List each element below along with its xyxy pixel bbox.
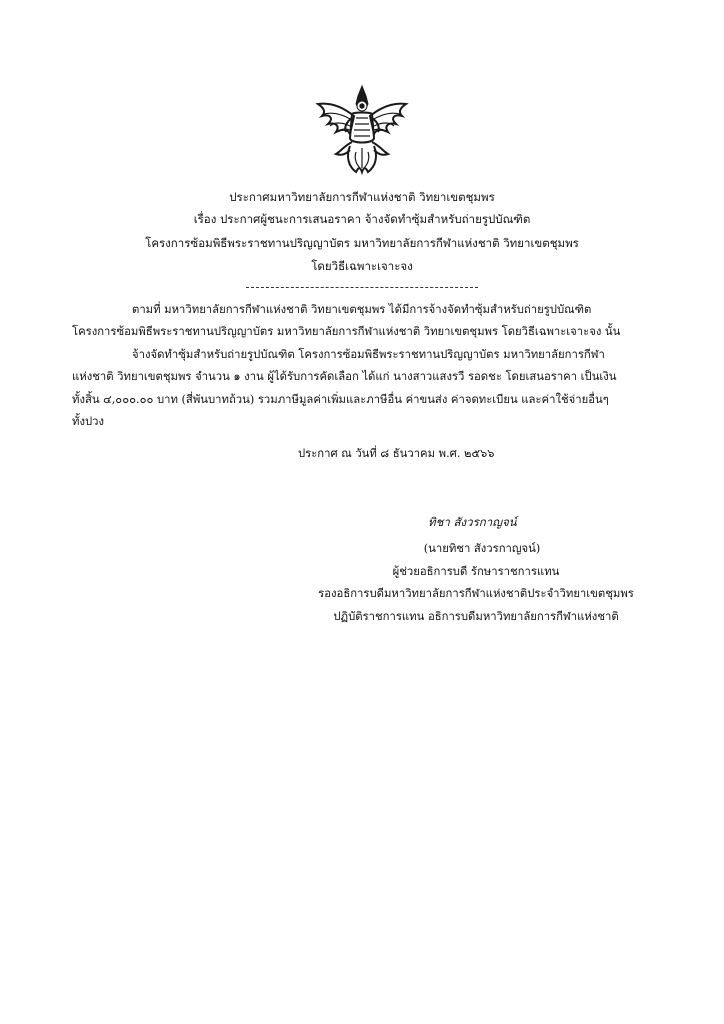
project-name: โครงการซ้อมพิธีพระราชทานปริญญาบัตร มหาวิทยาลัยการกีฬาแห่งชาติ วิทยาเขตชุมพร [145, 236, 579, 250]
announcement-date: ประกาศ ณ วันที่ ๘ ธันวาคม พ.ศ. ๒๕๖๖ [298, 447, 495, 460]
body-paragraph-2-line-2: แห่งชาติ วิทยาเขตชุมพร จำนวน ๑ งาน ผู้ได้รับการคัดเลือก ได้แก่ นางสาวแสงรวี รอดชะ โดยเสนอราคา เป็นเงิน [72, 370, 617, 383]
signatory-position-3: ปฏิบัติราชการแทน อธิการบดีมหาวิทยาลัยการกีฬาแห่งชาติ [333, 610, 619, 623]
procurement-method: โดยวิธีเฉพาะเจาะจง [311, 259, 413, 273]
signatory-position-2: รองอธิการบดีมหาวิทยาลัยการกีฬาแห่งชาติประจำวิทยาเขตชุมพร [318, 587, 634, 600]
handwritten-signature: ทิชา สังวรกาญจน์ [428, 515, 517, 529]
garuda-emblem-icon [306, 82, 418, 182]
body-paragraph-2-line-4: ทั้งปวง [72, 415, 104, 428]
header-divider [246, 287, 478, 288]
body-paragraph-2-line-3: ทั้งสิ้น ๔,๐๐๐.๐๐ บาท (สี่พันบาทถ้วน) รวมภาษีมูลค่าเพิ่มและภาษีอื่น ค่าขนส่ง ค่าจดทะเบียน และค่าใช้จ่ายอื่นๆ [72, 393, 609, 406]
signatory-position-1: ผู้ช่วยอธิการบดี รักษาราชการแทน [392, 565, 560, 578]
signatory-name: (นายทิชา สังวรกาญจน์) [423, 542, 541, 555]
body-paragraph-2-line-1: จ้างจัดทำซุ้มสำหรับถ่ายรูปบัณฑิต โครงการซ้อมพิธีพระราชทานปริญญาบัตร มหาวิทยาลัยการกีฬา [132, 348, 605, 361]
announcement-title: ประกาศมหาวิทยาลัยการกีฬาแห่งชาติ วิทยาเขตชุมพร [229, 190, 495, 204]
body-paragraph-1-line-2: โครงการซ้อมพิธีพระราชทานปริญญาบัตร มหาวิทยาลัยการกีฬาแห่งชาติ วิทยาเขตชุมพร โดยวิธีเฉพาะเจาะจง นั้น [72, 325, 621, 338]
body-paragraph-1-line-1: ตามที่ มหาวิทยาลัยการกีฬาแห่งชาติ วิทยาเขตชุมพร ได้มีการจ้างจัดทำซุ้มสำหรับถ่ายรูปบัณฑิต [132, 303, 592, 316]
announcement-subject: เรื่อง ประกาศผู้ชนะการเสนอราคา จ้างจัดทำซุ้มสำหรับถ่ายรูปบัณฑิต [193, 212, 531, 226]
